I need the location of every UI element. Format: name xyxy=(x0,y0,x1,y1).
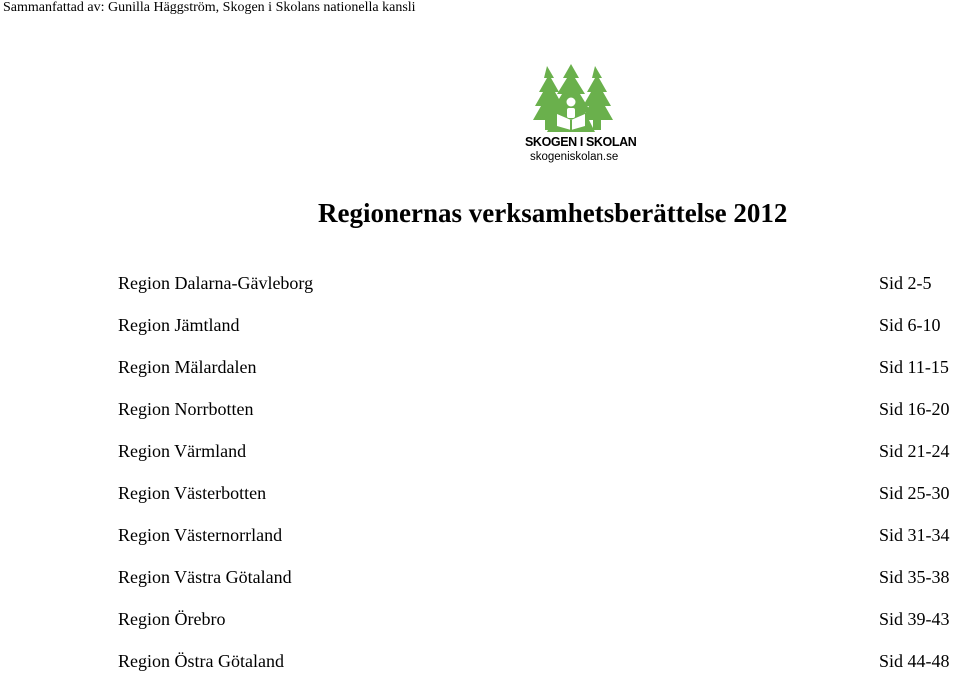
table-of-contents xyxy=(118,269,960,689)
toc-page-range: Sid 16-20 xyxy=(879,399,950,419)
toc-region: Region Mälardalen xyxy=(118,357,257,377)
toc-row xyxy=(118,395,960,437)
toc-page-range: Sid 31-34 xyxy=(879,525,950,545)
toc-region: Region Örebro xyxy=(118,609,226,629)
toc-region: Region Västerbotten xyxy=(118,483,267,503)
toc-row xyxy=(118,269,960,311)
toc-page-range: Sid 6-10 xyxy=(879,315,941,335)
toc-row xyxy=(118,647,960,689)
toc-page-range: Sid 21-24 xyxy=(879,441,950,461)
skogen-i-skolan-logo xyxy=(523,64,635,168)
toc-region: Region Dalarna-Gävleborg xyxy=(118,273,314,293)
toc-row xyxy=(118,311,960,353)
toc-row xyxy=(118,521,960,563)
toc-region: Region Norrbotten xyxy=(118,399,254,419)
toc-page-range: Sid 44-48 xyxy=(879,651,950,671)
toc-row xyxy=(118,605,960,647)
toc-region: Region Västernorrland xyxy=(118,525,283,545)
toc-row xyxy=(118,563,960,605)
toc-region: Region Jämtland xyxy=(118,315,240,335)
toc-region: Region Östra Götaland xyxy=(118,651,284,671)
toc-row xyxy=(118,479,960,521)
toc-page-range: Sid 2-5 xyxy=(879,273,932,293)
toc-region: Region Värmland xyxy=(118,441,247,461)
header-note: Sammanfattad av: Gunilla Häggström, Skogen i Skolans nationella kansli xyxy=(3,0,416,15)
logo-name: SKOGEN I SKOLAN xyxy=(525,135,637,149)
logo-url: skogeniskolan.se xyxy=(530,151,619,163)
toc-row xyxy=(118,437,960,479)
toc-region: Region Västra Götaland xyxy=(118,567,292,587)
document-title: Regionernas verksamhetsberättelse 2012 xyxy=(318,198,788,228)
tree-logo-icon xyxy=(523,64,635,136)
toc-page-range: Sid 11-15 xyxy=(879,357,949,377)
toc-page-range: Sid 25-30 xyxy=(879,483,950,503)
toc-page-range: Sid 35-38 xyxy=(879,567,950,587)
toc-page-range: Sid 39-43 xyxy=(879,609,950,629)
toc-row xyxy=(118,353,960,395)
